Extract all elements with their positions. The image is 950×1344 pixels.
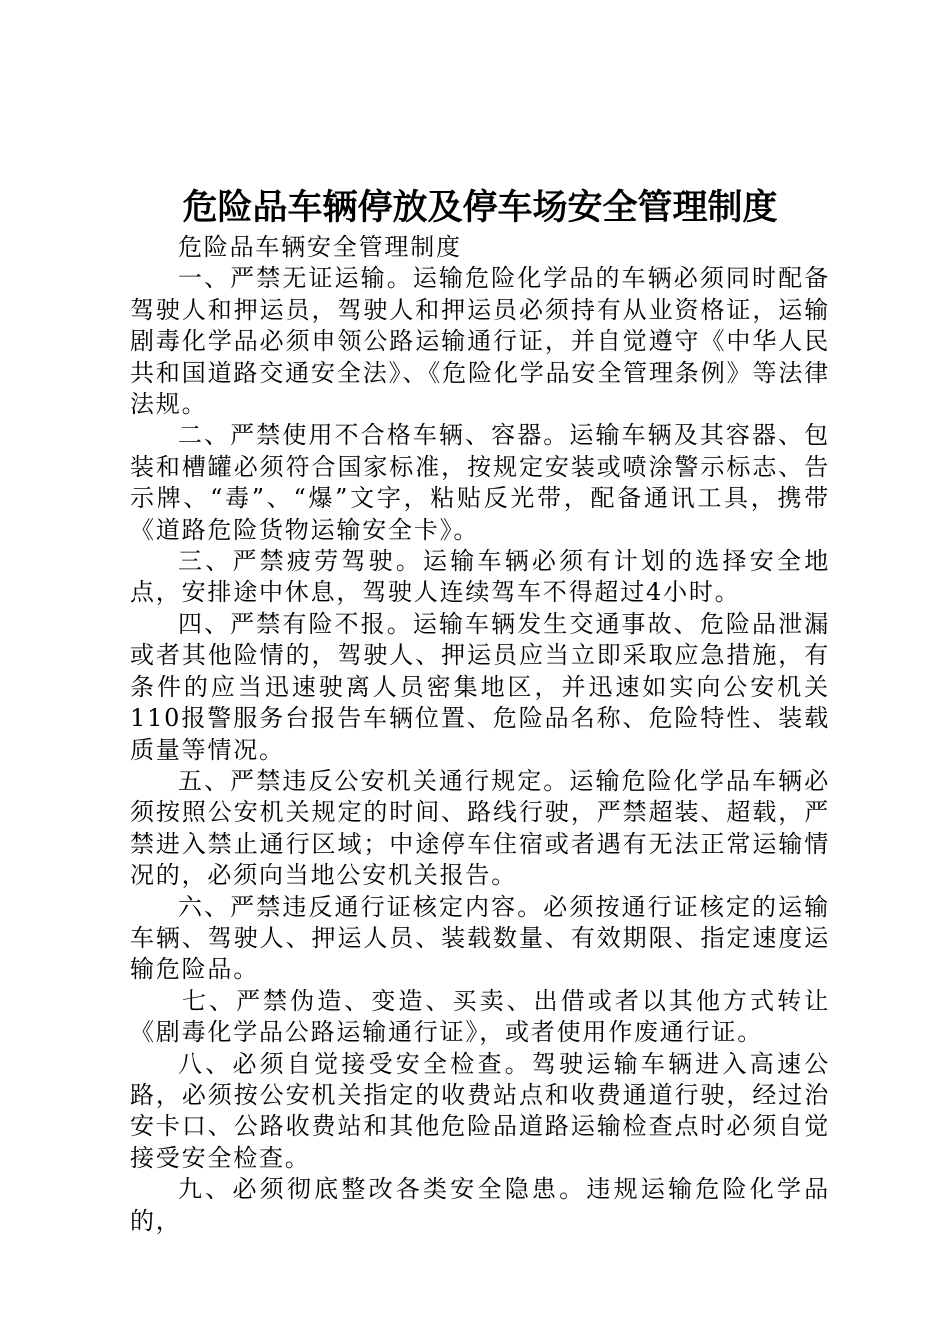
paragraph-5: 五、严禁违反公安机关通行规定。运输危险化学品车辆必须按照公安机关规定的时间、路线行驶，严禁超装、超载，严禁进入禁止通行区域；中途停车住宿或者遇有无法正常运输情况的，必须向当地公安机关报告。 — [130, 766, 830, 890]
paragraph-1: 一、严禁无证运输。运输危险化学品的车辆必须同时配备驾驶人和押运员，驾驶人和押运员必须持有从业资格证，运输剧毒化学品必须申领公路运输通行证，并自觉遵守《中华人民共和国道路交通安全法》、《危险化学品安全管理条例》等法律法规。 — [130, 264, 830, 419]
paragraph-2: 二、严禁使用不合格车辆、容器。运输车辆及其容器、包装和槽罐必须符合国家标准，按规定安装或喷涂警示标志、告示牌、“毒”、“爆”文字，粘贴反光带，配备通讯工具，携带《道路危险货物运输安全卡》。 — [130, 421, 830, 544]
paragraph-7: 七、严禁伪造、变造、买卖、出借或者以其他方式转让《剧毒化学品公路运输通行证》，或者使用作废通行证。 — [130, 986, 830, 1047]
paragraph-9: 九、必须彻底整改各类安全隐患。违规运输危险化学品的， — [130, 1175, 830, 1235]
paragraph-6: 六、严禁违反通行证核定内容。必须按通行证核定的运输车辆、驾驶人、押运人员、装载数量、有效期限、指定速度运输危险品。 — [130, 892, 830, 984]
paragraph-8: 八、必须自觉接受安全检查。驾驶运输车辆进入高速公路，必须按公安机关指定的收费站点和收费通道行驶，经过治安卡口、公路收费站和其他危险品道路运输检查点时必须自觉接受安全检查。 — [130, 1049, 830, 1172]
paragraph-3: 三、严禁疲劳驾驶。运输车辆必须有计划的选择安全地点，安排途中休息，驾驶人连续驾车不得超过4小时。 — [130, 547, 830, 607]
document-title: 危险品车辆停放及停车场安全管理制度 — [182, 187, 778, 228]
document-body — [130, 232, 830, 1237]
paragraph-4: 四、严禁有险不报。运输车辆发生交通事故、危险品泄漏或者其他险情的，驾驶人、押运员应当立即采取应急措施，有条件的应当迅速驶离人员密集地区，并迅速如实向公安机关110报警服务台报告车辆位置、危险品名称、危险特性、装载质量等情况。 — [130, 609, 830, 764]
document-subtitle: 危险品车辆安全管理制度 — [178, 233, 462, 261]
